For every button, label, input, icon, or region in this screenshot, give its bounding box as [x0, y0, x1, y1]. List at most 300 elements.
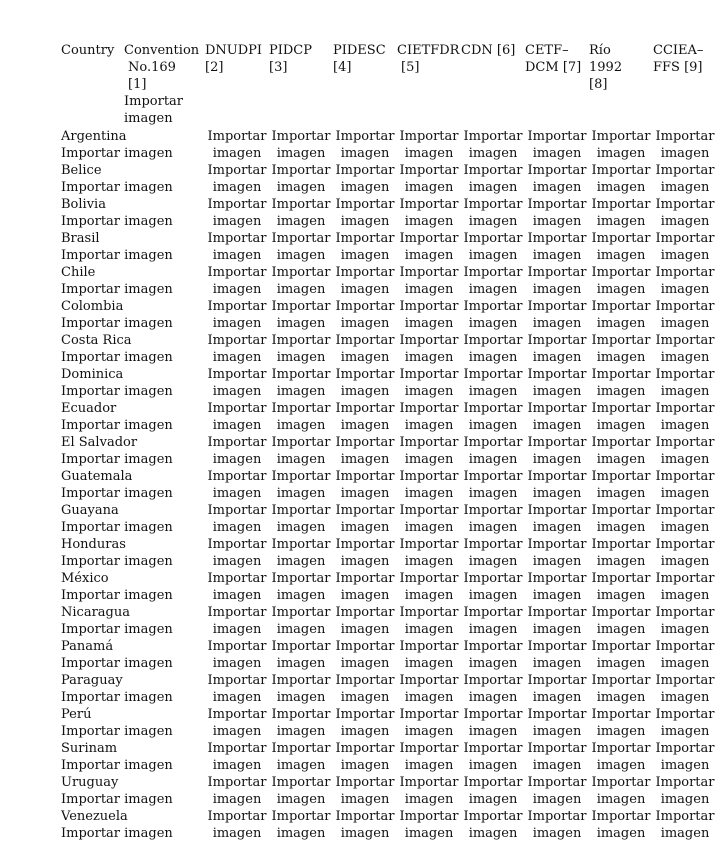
image-placeholder-line: imagen: [404, 554, 454, 569]
image-placeholder-line: imagen: [212, 690, 262, 705]
image-placeholder-line: Importar: [591, 707, 651, 722]
image-placeholder: [589, 706, 653, 740]
image-placeholder-line: imagen: [468, 520, 518, 535]
image-placeholder: [205, 706, 269, 740]
image-placeholder-line: imagen: [660, 384, 710, 399]
image-placeholder: [589, 434, 653, 468]
image-placeholder-line: Importar: [591, 333, 651, 348]
image-placeholder: [397, 264, 461, 298]
image-placeholder: [269, 740, 333, 774]
image-placeholder-line: imagen: [340, 452, 390, 467]
column-header-line: CETF–: [525, 43, 569, 58]
column-header: [397, 42, 461, 128]
image-placeholder: [525, 230, 589, 264]
image-placeholder-line: Importar: [591, 571, 651, 586]
image-placeholder: [397, 332, 461, 366]
image-placeholder: [653, 468, 717, 502]
image-placeholder-line: Importar: [463, 401, 523, 416]
image-placeholder: [461, 434, 525, 468]
image-placeholder-line: Importar: [463, 673, 523, 688]
image-placeholder-line: imagen: [212, 520, 262, 535]
image-placeholder-line: imagen: [212, 146, 262, 161]
image-placeholder-line: imagen: [468, 588, 518, 603]
image-placeholder: [269, 298, 333, 332]
image-placeholder: Importar imagen: [61, 588, 173, 603]
image-placeholder: [589, 638, 653, 672]
image-placeholder: [525, 604, 589, 638]
image-placeholder: [333, 298, 397, 332]
image-placeholder: [653, 706, 717, 740]
image-placeholder: [205, 774, 269, 808]
image-placeholder-line: Importar: [335, 367, 395, 382]
image-placeholder-line: imagen: [660, 214, 710, 229]
image-placeholder-line: Importar: [335, 163, 395, 178]
image-placeholder: [589, 774, 653, 808]
image-placeholder-line: Importar: [399, 741, 459, 756]
image-placeholder: [333, 706, 397, 740]
image-placeholder-line: imagen: [340, 282, 390, 297]
image-placeholder-line: imagen: [660, 792, 710, 807]
image-placeholder-line: Importar: [399, 129, 459, 144]
image-placeholder: [653, 128, 717, 162]
column-header-line: CCIEA–: [653, 43, 704, 58]
column-header-line: DCM [7]: [525, 60, 582, 75]
table-row: [61, 196, 720, 230]
image-placeholder-line: imagen: [532, 316, 582, 331]
image-placeholder-line: Importar: [591, 741, 651, 756]
image-placeholder: [269, 264, 333, 298]
image-placeholder-line: imagen: [212, 826, 262, 841]
image-placeholder: Importar imagen: [61, 656, 173, 671]
image-placeholder-line: imagen: [468, 486, 518, 501]
image-placeholder-line: Importar: [463, 333, 523, 348]
column-header-line: [5]: [401, 60, 420, 75]
image-placeholder-line: imagen: [660, 826, 710, 841]
image-placeholder-line: imagen: [468, 418, 518, 433]
image-placeholder: [205, 740, 269, 774]
image-placeholder-line: Importar: [207, 503, 267, 518]
image-placeholder-line: Importar: [527, 809, 587, 824]
image-placeholder-line: Importar: [527, 163, 587, 178]
image-placeholder: [589, 536, 653, 570]
image-placeholder: [269, 400, 333, 434]
image-placeholder-line: imagen: [532, 792, 582, 807]
image-placeholder: [461, 672, 525, 706]
image-placeholder-line: Importar: [527, 639, 587, 654]
image-placeholder: [589, 400, 653, 434]
image-placeholder-line: imagen: [596, 758, 646, 773]
column-header-line: PIDCP: [269, 43, 312, 58]
image-placeholder: [333, 264, 397, 298]
column-header-line: 1992: [589, 60, 623, 75]
country-cell: [61, 638, 205, 672]
image-placeholder: [461, 230, 525, 264]
country-name: Surinam: [61, 741, 118, 756]
image-placeholder-line: imagen: [276, 758, 326, 773]
image-placeholder-line: Importar: [527, 741, 587, 756]
image-placeholder: [589, 230, 653, 264]
image-placeholder-line: Importar: [207, 401, 267, 416]
image-placeholder: [653, 298, 717, 332]
image-placeholder-line: Importar: [335, 197, 395, 212]
image-placeholder-line: Importar: [335, 299, 395, 314]
image-placeholder: Importar imagen: [61, 690, 173, 705]
image-placeholder-line: Importar: [655, 265, 715, 280]
image-placeholder: [269, 468, 333, 502]
image-placeholder-line: imagen: [404, 758, 454, 773]
image-placeholder-line: imagen: [212, 180, 262, 195]
image-placeholder-line: imagen: [404, 282, 454, 297]
image-placeholder-line: imagen: [404, 180, 454, 195]
image-placeholder-line: Importar: [207, 775, 267, 790]
image-placeholder: [653, 434, 717, 468]
image-placeholder: [653, 502, 717, 536]
image-placeholder-line: Importar: [399, 469, 459, 484]
image-placeholder-line: imagen: [660, 316, 710, 331]
country-cell: [61, 536, 205, 570]
image-placeholder: [269, 332, 333, 366]
image-placeholder: [397, 468, 461, 502]
image-placeholder: [333, 502, 397, 536]
image-placeholder-line: Importar: [271, 809, 331, 824]
image-placeholder-line: Importar: [207, 435, 267, 450]
image-placeholder: [461, 332, 525, 366]
image-placeholder: [333, 808, 397, 842]
image-placeholder: [653, 230, 717, 264]
image-placeholder-line: Importar: [335, 639, 395, 654]
image-placeholder-line: imagen: [212, 724, 262, 739]
column-header-line: Country: [61, 43, 115, 58]
image-placeholder: [589, 468, 653, 502]
country-name: Brasil: [61, 231, 100, 246]
image-placeholder-line: Importar: [399, 163, 459, 178]
table-row: [61, 298, 720, 332]
image-placeholder-line: Importar: [271, 401, 331, 416]
image-placeholder-line: imagen: [276, 622, 326, 637]
column-header: [461, 42, 525, 128]
image-placeholder-line: imagen: [404, 316, 454, 331]
image-placeholder: [653, 162, 717, 196]
image-placeholder-line: Importar: [335, 435, 395, 450]
image-placeholder-line: imagen: [340, 724, 390, 739]
image-placeholder-line: Importar: [335, 537, 395, 552]
image-placeholder: [653, 740, 717, 774]
image-placeholder-line: imagen: [660, 248, 710, 263]
image-placeholder-line: imagen: [276, 826, 326, 841]
image-placeholder-line: Importar: [591, 129, 651, 144]
table-row: [61, 536, 720, 570]
image-placeholder: [525, 366, 589, 400]
image-placeholder-line: Importar: [527, 367, 587, 382]
image-placeholder-line: Importar: [655, 503, 715, 518]
image-placeholder: [205, 128, 269, 162]
image-placeholder: [461, 366, 525, 400]
image-placeholder-line: Importar: [207, 741, 267, 756]
image-placeholder: [589, 740, 653, 774]
image-placeholder: [269, 162, 333, 196]
image-placeholder: [525, 332, 589, 366]
image-placeholder-line: Importar: [399, 265, 459, 280]
image-placeholder-line: imagen: [468, 452, 518, 467]
image-placeholder-line: Importar: [527, 503, 587, 518]
image-placeholder: Importar imagen: [61, 758, 173, 773]
country-name: Argentina: [61, 129, 127, 144]
image-placeholder: [589, 570, 653, 604]
image-placeholder-line: imagen: [532, 758, 582, 773]
image-placeholder-line: imagen: [340, 418, 390, 433]
image-placeholder: [205, 264, 269, 298]
image-placeholder: [397, 196, 461, 230]
column-header: [525, 42, 589, 128]
image-placeholder-line: imagen: [276, 384, 326, 399]
table-row: [61, 774, 720, 808]
country-name: Guatemala: [61, 469, 133, 484]
image-placeholder-line: imagen: [276, 180, 326, 195]
image-placeholder: [589, 332, 653, 366]
image-placeholder: [525, 706, 589, 740]
country-cell: [61, 196, 205, 230]
image-placeholder-line: Importar: [591, 775, 651, 790]
table-row: [61, 808, 720, 842]
image-placeholder-line: imagen: [340, 622, 390, 637]
column-header-line: FFS [9]: [653, 60, 703, 75]
image-placeholder: [269, 604, 333, 638]
image-placeholder: Importar imagen: [61, 452, 173, 467]
image-placeholder: [461, 400, 525, 434]
image-placeholder-line: Importar: [655, 231, 715, 246]
country-cell: [61, 468, 205, 502]
image-placeholder-line: Importar: [271, 197, 331, 212]
image-placeholder-line: Importar: [399, 401, 459, 416]
image-placeholder-line: imagen: [276, 248, 326, 263]
table-row: [61, 672, 720, 706]
treaty-table: [61, 42, 720, 842]
table-row: [61, 332, 720, 366]
image-placeholder: [205, 366, 269, 400]
image-placeholder-line: Importar: [463, 775, 523, 790]
image-placeholder: [589, 298, 653, 332]
image-placeholder-line: Importar: [207, 231, 267, 246]
image-placeholder-line: imagen: [276, 282, 326, 297]
image-placeholder-line: Importar: [655, 537, 715, 552]
image-placeholder: [525, 468, 589, 502]
image-placeholder-line: imagen: [340, 758, 390, 773]
image-placeholder: [205, 604, 269, 638]
image-placeholder-line: imagen: [212, 656, 262, 671]
image-placeholder-line: imagen: [596, 350, 646, 365]
country-name: Dominica: [61, 367, 124, 382]
image-placeholder-line: Importar: [271, 129, 331, 144]
image-placeholder-line: Importar: [271, 673, 331, 688]
image-placeholder: [461, 808, 525, 842]
image-placeholder-line: Importar: [207, 299, 267, 314]
image-placeholder-line: Importar: [655, 673, 715, 688]
column-header: [205, 42, 269, 128]
image-placeholder-line: imagen: [212, 792, 262, 807]
image-placeholder: [205, 332, 269, 366]
country-name: Venezuela: [61, 809, 128, 824]
column-header-line: DNUDPI: [205, 43, 263, 58]
image-placeholder: [333, 230, 397, 264]
image-placeholder-line: Importar: [655, 707, 715, 722]
image-placeholder-line: Importar: [399, 197, 459, 212]
column-header-line: [3]: [269, 60, 288, 75]
image-placeholder: [525, 264, 589, 298]
image-placeholder: [397, 298, 461, 332]
image-placeholder-line: Importar: [271, 231, 331, 246]
image-placeholder-line: Importar: [463, 299, 523, 314]
image-placeholder: [397, 366, 461, 400]
image-placeholder-line: Importar: [463, 707, 523, 722]
image-placeholder-line: imagen: [404, 384, 454, 399]
image-placeholder-line: Importar: [463, 571, 523, 586]
image-placeholder-line: Importar: [527, 469, 587, 484]
image-placeholder-line: Importar: [207, 333, 267, 348]
image-placeholder: [461, 740, 525, 774]
image-placeholder: [461, 604, 525, 638]
image-placeholder-line: imagen: [340, 826, 390, 841]
image-placeholder-line: imagen: [660, 486, 710, 501]
image-placeholder: Importar imagen: [61, 554, 173, 569]
image-placeholder-line: Importar: [463, 197, 523, 212]
image-placeholder: [205, 162, 269, 196]
column-header-line: [4]: [333, 60, 352, 75]
image-placeholder-line: Importar: [591, 265, 651, 280]
image-placeholder-line: imagen: [596, 690, 646, 705]
table-row: [61, 264, 720, 298]
image-placeholder-line: imagen: [660, 690, 710, 705]
image-placeholder-line: imagen: [212, 554, 262, 569]
image-placeholder-line: imagen: [340, 792, 390, 807]
column-header-line: imagen: [124, 111, 173, 126]
image-placeholder-line: imagen: [532, 282, 582, 297]
image-placeholder: [461, 468, 525, 502]
image-placeholder-line: imagen: [404, 214, 454, 229]
image-placeholder-line: Importar: [463, 537, 523, 552]
image-placeholder-line: imagen: [596, 724, 646, 739]
image-placeholder-line: imagen: [596, 180, 646, 195]
image-placeholder-line: imagen: [660, 588, 710, 603]
image-placeholder-line: Importar: [527, 605, 587, 620]
image-placeholder-line: imagen: [532, 214, 582, 229]
image-placeholder-line: Importar: [463, 367, 523, 382]
image-placeholder-line: imagen: [596, 622, 646, 637]
image-placeholder-line: imagen: [596, 486, 646, 501]
image-placeholder: [525, 638, 589, 672]
column-header-line: No.169: [128, 60, 176, 75]
country-name: Bolivia: [61, 197, 106, 212]
image-placeholder-line: imagen: [212, 588, 262, 603]
image-placeholder-line: imagen: [276, 724, 326, 739]
image-placeholder-line: Importar: [527, 197, 587, 212]
image-placeholder-line: Importar: [399, 299, 459, 314]
image-placeholder: [461, 196, 525, 230]
image-placeholder-line: Importar: [527, 401, 587, 416]
image-placeholder: [525, 672, 589, 706]
image-placeholder-line: Importar: [591, 605, 651, 620]
image-placeholder-line: Importar: [463, 163, 523, 178]
image-placeholder: Importar imagen: [61, 316, 173, 331]
image-placeholder-line: imagen: [340, 520, 390, 535]
image-placeholder-line: imagen: [276, 350, 326, 365]
image-placeholder-line: Importar: [527, 673, 587, 688]
image-placeholder: [461, 162, 525, 196]
image-placeholder: [205, 808, 269, 842]
image-placeholder-line: imagen: [596, 520, 646, 535]
image-placeholder-line: imagen: [404, 792, 454, 807]
image-placeholder: [333, 604, 397, 638]
image-placeholder-line: Importar: [527, 537, 587, 552]
image-placeholder: [525, 298, 589, 332]
image-placeholder-line: Importar: [207, 129, 267, 144]
image-placeholder-line: imagen: [468, 622, 518, 637]
table-row: [61, 162, 720, 196]
image-placeholder-line: imagen: [276, 520, 326, 535]
image-placeholder-line: Importar: [655, 469, 715, 484]
image-placeholder-line: Importar: [271, 639, 331, 654]
image-placeholder: [525, 162, 589, 196]
image-placeholder: [397, 536, 461, 570]
image-placeholder: Importar imagen: [61, 146, 173, 161]
image-placeholder-line: Importar: [207, 197, 267, 212]
table-row: [61, 638, 720, 672]
image-placeholder-line: Importar: [527, 333, 587, 348]
image-placeholder-line: imagen: [660, 418, 710, 433]
image-placeholder-line: Importar: [463, 605, 523, 620]
image-placeholder: [589, 162, 653, 196]
image-placeholder-line: Importar: [335, 741, 395, 756]
image-placeholder-line: Importar: [271, 367, 331, 382]
image-placeholder-line: Importar: [271, 469, 331, 484]
image-placeholder: [461, 502, 525, 536]
image-placeholder-line: imagen: [404, 350, 454, 365]
image-placeholder-line: Importar: [591, 231, 651, 246]
image-placeholder: [333, 740, 397, 774]
image-placeholder-line: Importar: [655, 605, 715, 620]
image-placeholder-line: Importar: [399, 707, 459, 722]
image-placeholder-line: Importar: [271, 537, 331, 552]
image-placeholder: [205, 570, 269, 604]
image-placeholder-line: imagen: [340, 316, 390, 331]
image-placeholder: [653, 196, 717, 230]
country-name: Paraguay: [61, 673, 123, 688]
country-cell: [61, 740, 205, 774]
image-placeholder-line: imagen: [212, 758, 262, 773]
image-placeholder-line: imagen: [212, 622, 262, 637]
image-placeholder: [461, 638, 525, 672]
image-placeholder-line: Importar: [591, 503, 651, 518]
image-placeholder: [525, 774, 589, 808]
image-placeholder-line: imagen: [212, 214, 262, 229]
image-placeholder-line: Importar: [655, 401, 715, 416]
image-placeholder-line: imagen: [404, 690, 454, 705]
image-placeholder-line: imagen: [596, 656, 646, 671]
image-placeholder-line: Importar: [335, 231, 395, 246]
column-header-line: Importar: [124, 94, 184, 109]
country-cell: [61, 706, 205, 740]
table-row: [61, 502, 720, 536]
image-placeholder-line: Importar: [399, 673, 459, 688]
image-placeholder: [653, 400, 717, 434]
image-placeholder-line: imagen: [532, 826, 582, 841]
image-placeholder-line: imagen: [404, 622, 454, 637]
image-placeholder-line: Importar: [591, 163, 651, 178]
image-placeholder-line: imagen: [276, 452, 326, 467]
image-placeholder: Importar imagen: [61, 520, 173, 535]
image-placeholder: [525, 128, 589, 162]
image-placeholder-line: Importar: [655, 435, 715, 450]
image-placeholder-line: imagen: [404, 486, 454, 501]
